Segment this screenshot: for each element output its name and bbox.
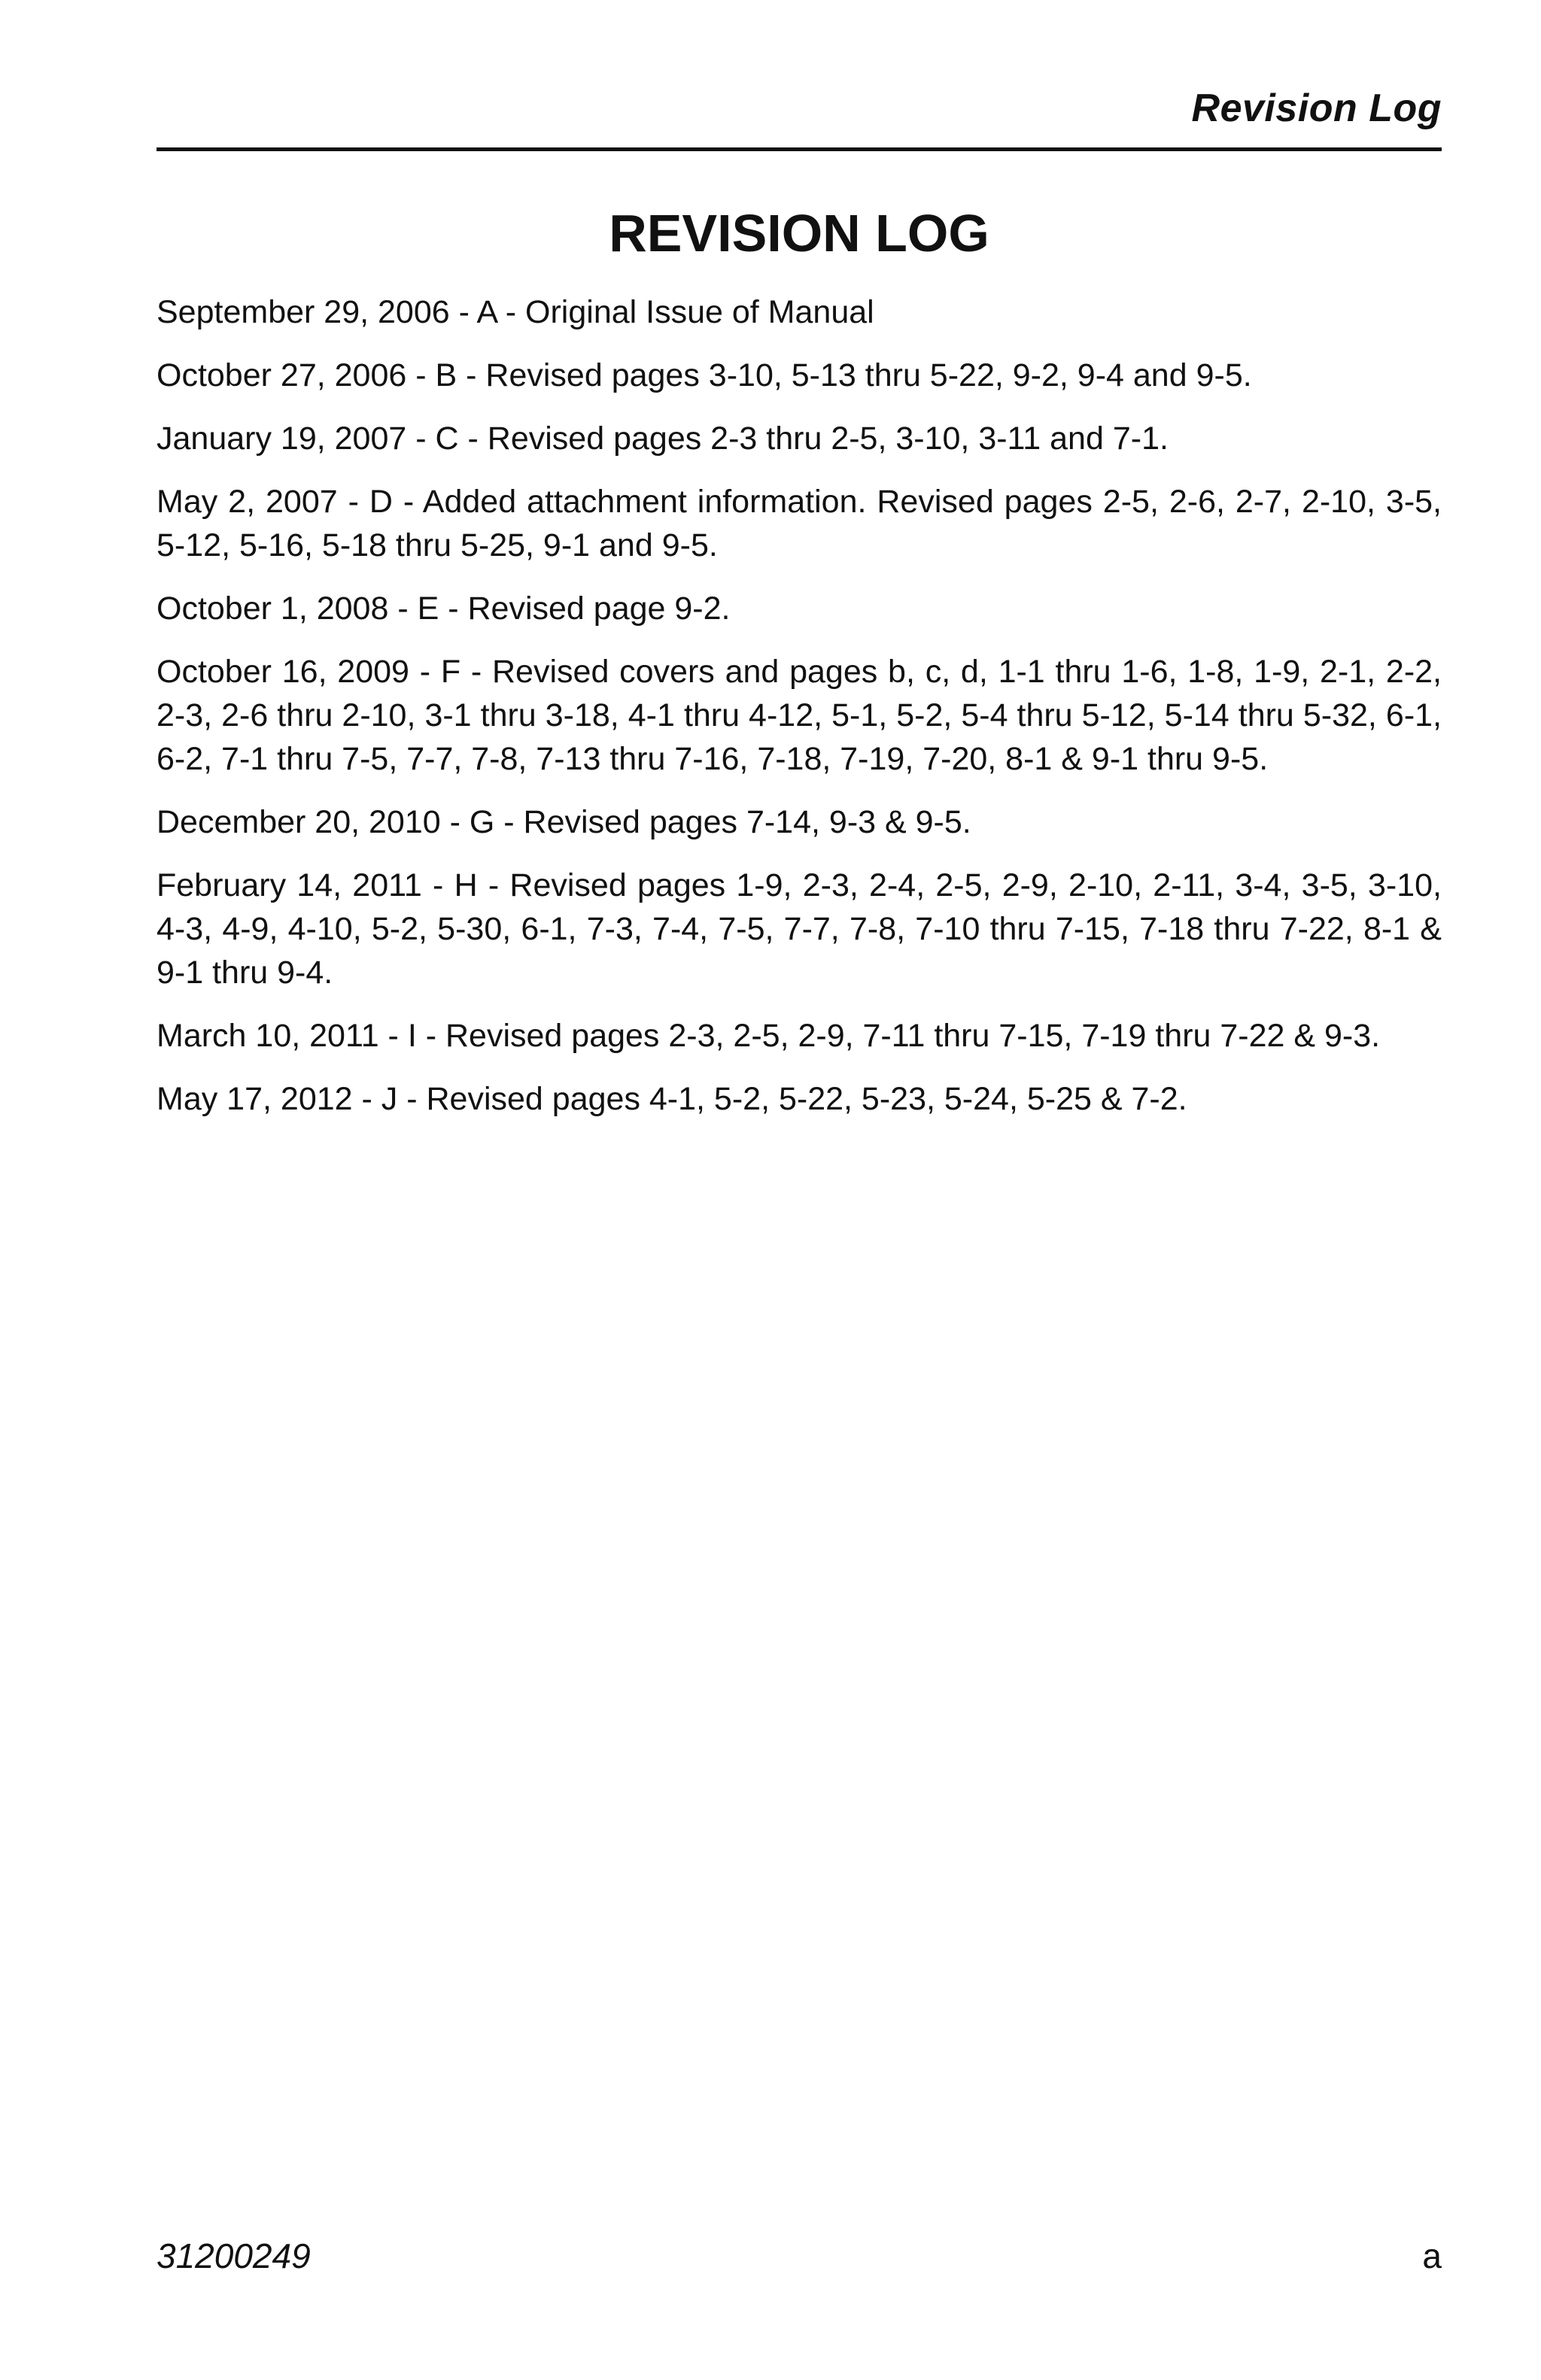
header-rule (157, 147, 1442, 151)
revision-entry-f: October 16, 2009 - F - Revised covers and pages b, c, d, 1-1 thru 1-6, 1-8, 1-9, 2-1, 2-2, 2-3, 2-6 thru 2-10, 3-1 thru 3-18, 4-1 thru 4-12, 5-1, 5-2, 5-4 thru 5-12, 5-14 thru 5-32, 6-1, 6-2, 7-1 thru 7-5, 7-7, 7-8, 7-13 thru 7-16, 7-18, 7-19, 7-20, 8-1 & 9-1 thru 9-5. (157, 654, 1442, 777)
revision-entry-j: May 17, 2012 - J - Revised pages 4-1, 5-2, 5-22, 5-23, 5-24, 5-25 & 7-2. (157, 1081, 1187, 1117)
revision-entry-e: October 1, 2008 - E - Revised page 9-2. (157, 590, 731, 627)
revision-entry-g: December 20, 2010 - G - Revised pages 7-14, 9-3 & 9-5. (157, 804, 971, 840)
revision-entry-i: March 10, 2011 - I - Revised pages 2-3, 2-5, 2-9, 7-11 thru 7-15, 7-19 thru 7-22 & 9-3. (157, 1018, 1381, 1054)
footer-document-number: 31200249 (157, 2236, 311, 2275)
revision-entry-a: September 29, 2006 - A - Original Issue of Manual (157, 294, 874, 330)
footer-page-label: a (1422, 2236, 1442, 2275)
revision-entry-c: January 19, 2007 - C - Revised pages 2-3 thru 2-5, 3-10, 3-11 and 7-1. (157, 420, 1169, 457)
revision-entry-d: May 2, 2007 - D - Added attachment information. Revised pages 2-5, 2-6, 2-7, 2-10, 3-5, 5-12, 5-16, 5-18 thru 5-25, 9-1 and 9-5. (157, 484, 1442, 563)
page-title: REVISION LOG (609, 204, 989, 263)
running-header-title: Revision Log (1191, 87, 1442, 130)
revision-entry-b: October 27, 2006 - B - Revised pages 3-10, 5-13 thru 5-22, 9-2, 9-4 and 9-5. (157, 357, 1252, 393)
revision-entry-h: February 14, 2011 - H - Revised pages 1-9, 2-3, 2-4, 2-5, 2-9, 2-10, 2-11, 3-4, 3-5, 3-10, 4-3, 4-9, 4-10, 5-2, 5-30, 6-1, 7-3, 7-4, 7-5, 7-7, 7-8, 7-10 thru 7-15, 7-18 thru 7-22, 8-1 & 9-1 thru 9-4. (157, 867, 1442, 991)
revision-entries (157, 290, 1442, 1140)
